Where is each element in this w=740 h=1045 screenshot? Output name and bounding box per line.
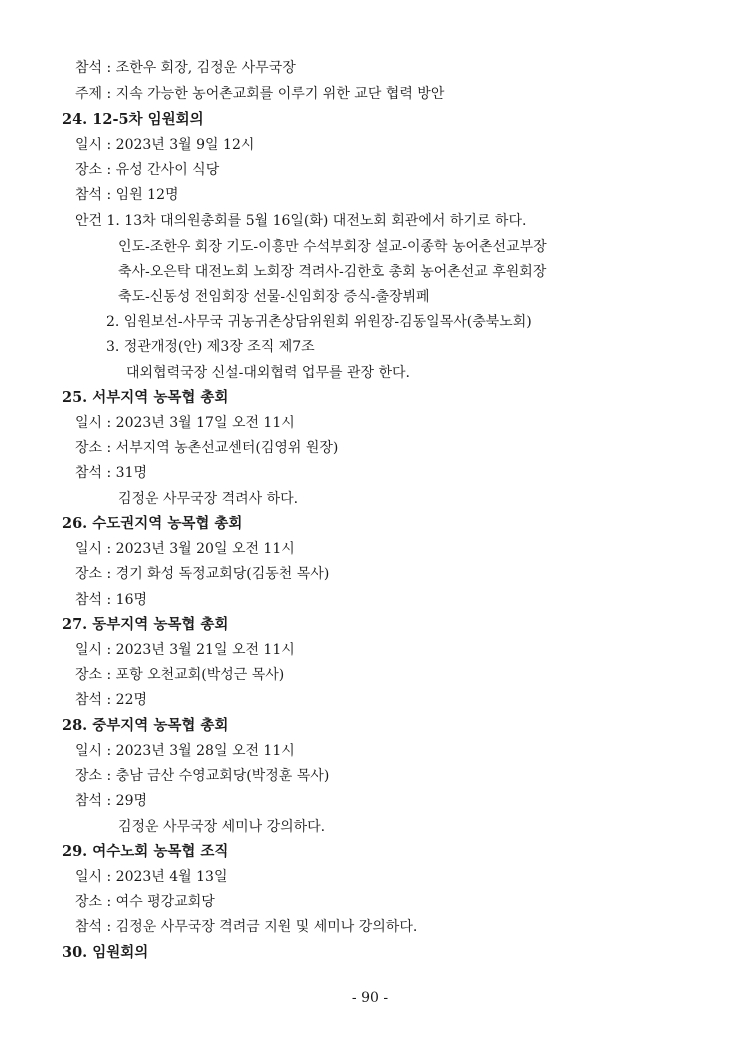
agenda-item-3: 3. 정관개정(안) 제3장 조직 제7조 xyxy=(106,339,315,355)
agenda-detail-line: 축사-오은탁 대전노회 노회장 격려사-김한호 총회 농어촌선교 후원회장 xyxy=(118,264,547,280)
section-heading-28: 28. 중부지역 농목협 총회 xyxy=(62,717,229,734)
attendees-line: 참석 : 22명 xyxy=(75,692,148,708)
section-heading-26: 26. 수도권지역 농목협 총회 xyxy=(62,515,243,532)
agenda-detail-line: 축도-신동성 전임회장 선물-신임회장 증식-출장뷔페 xyxy=(118,289,430,305)
date-line: 일시 : 2023년 4월 13일 xyxy=(75,869,228,885)
place-line: 장소 : 충남 금산 수영교회당(박정훈 목사) xyxy=(75,768,330,784)
date-line: 일시 : 2023년 3월 9일 12시 xyxy=(75,137,255,153)
agenda-detail-line: 대외협력국장 신설-대외협력 업무를 관장 한다. xyxy=(126,365,410,381)
page-number: - 90 - xyxy=(351,990,389,1006)
attendees-line: 참석 : 31명 xyxy=(75,465,148,481)
section-heading-27: 27. 동부지역 농목협 총회 xyxy=(62,616,229,633)
section-heading-29: 29. 여수노회 농목협 조직 xyxy=(62,843,229,860)
agenda-detail-line: 인도-조한우 회장 기도-이흥만 수석부회장 설교-이종학 농어촌선교부장 xyxy=(118,239,547,255)
attendees-line: 참석 : 29명 xyxy=(75,793,148,809)
agenda-item-2: 2. 임원보선-사무국 귀농귀촌상담위원회 위원장-김동일목사(충북노회) xyxy=(106,314,532,330)
attendees-line: 참석 : 김정운 사무국장 격려금 지원 및 세미나 강의하다. xyxy=(75,919,418,935)
topic-line: 주제 : 지속 가능한 농어촌교회를 이루기 위한 교단 협력 방안 xyxy=(75,86,445,102)
place-line: 장소 : 유성 간사이 식당 xyxy=(75,162,220,178)
place-line: 장소 : 서부지역 농촌선교센터(김영위 원장) xyxy=(75,440,339,456)
section-heading-24: 24. 12-5차 임원회의 xyxy=(62,111,204,128)
date-line: 일시 : 2023년 3월 28일 오전 11시 xyxy=(75,743,295,759)
note-line: 김정운 사무국장 격려사 하다. xyxy=(118,491,299,507)
place-line: 장소 : 포항 오천교회(박성근 목사) xyxy=(75,667,285,683)
attendees-line: 참석 : 조한우 회장, 김정운 사무국장 xyxy=(75,60,296,76)
date-line: 일시 : 2023년 3월 20일 오전 11시 xyxy=(75,541,295,557)
attendees-line: 참석 : 임원 12명 xyxy=(75,187,179,203)
place-line: 장소 : 경기 화성 독정교회당(김동천 목사) xyxy=(75,566,330,582)
agenda-line: 안건 1. 13차 대의원총회를 5월 16일(화) 대전노회 회관에서 하기로 하다. xyxy=(75,213,527,229)
attendees-line: 참석 : 16명 xyxy=(75,592,148,608)
section-heading-25: 25. 서부지역 농목협 총회 xyxy=(62,389,229,406)
place-line: 장소 : 여수 평강교회당 xyxy=(75,894,215,910)
date-line: 일시 : 2023년 3월 17일 오전 11시 xyxy=(75,415,295,431)
date-line: 일시 : 2023년 3월 21일 오전 11시 xyxy=(75,642,295,658)
note-line: 김정운 사무국장 세미나 강의하다. xyxy=(118,819,326,835)
section-heading-30: 30. 임원회의 xyxy=(62,944,149,961)
